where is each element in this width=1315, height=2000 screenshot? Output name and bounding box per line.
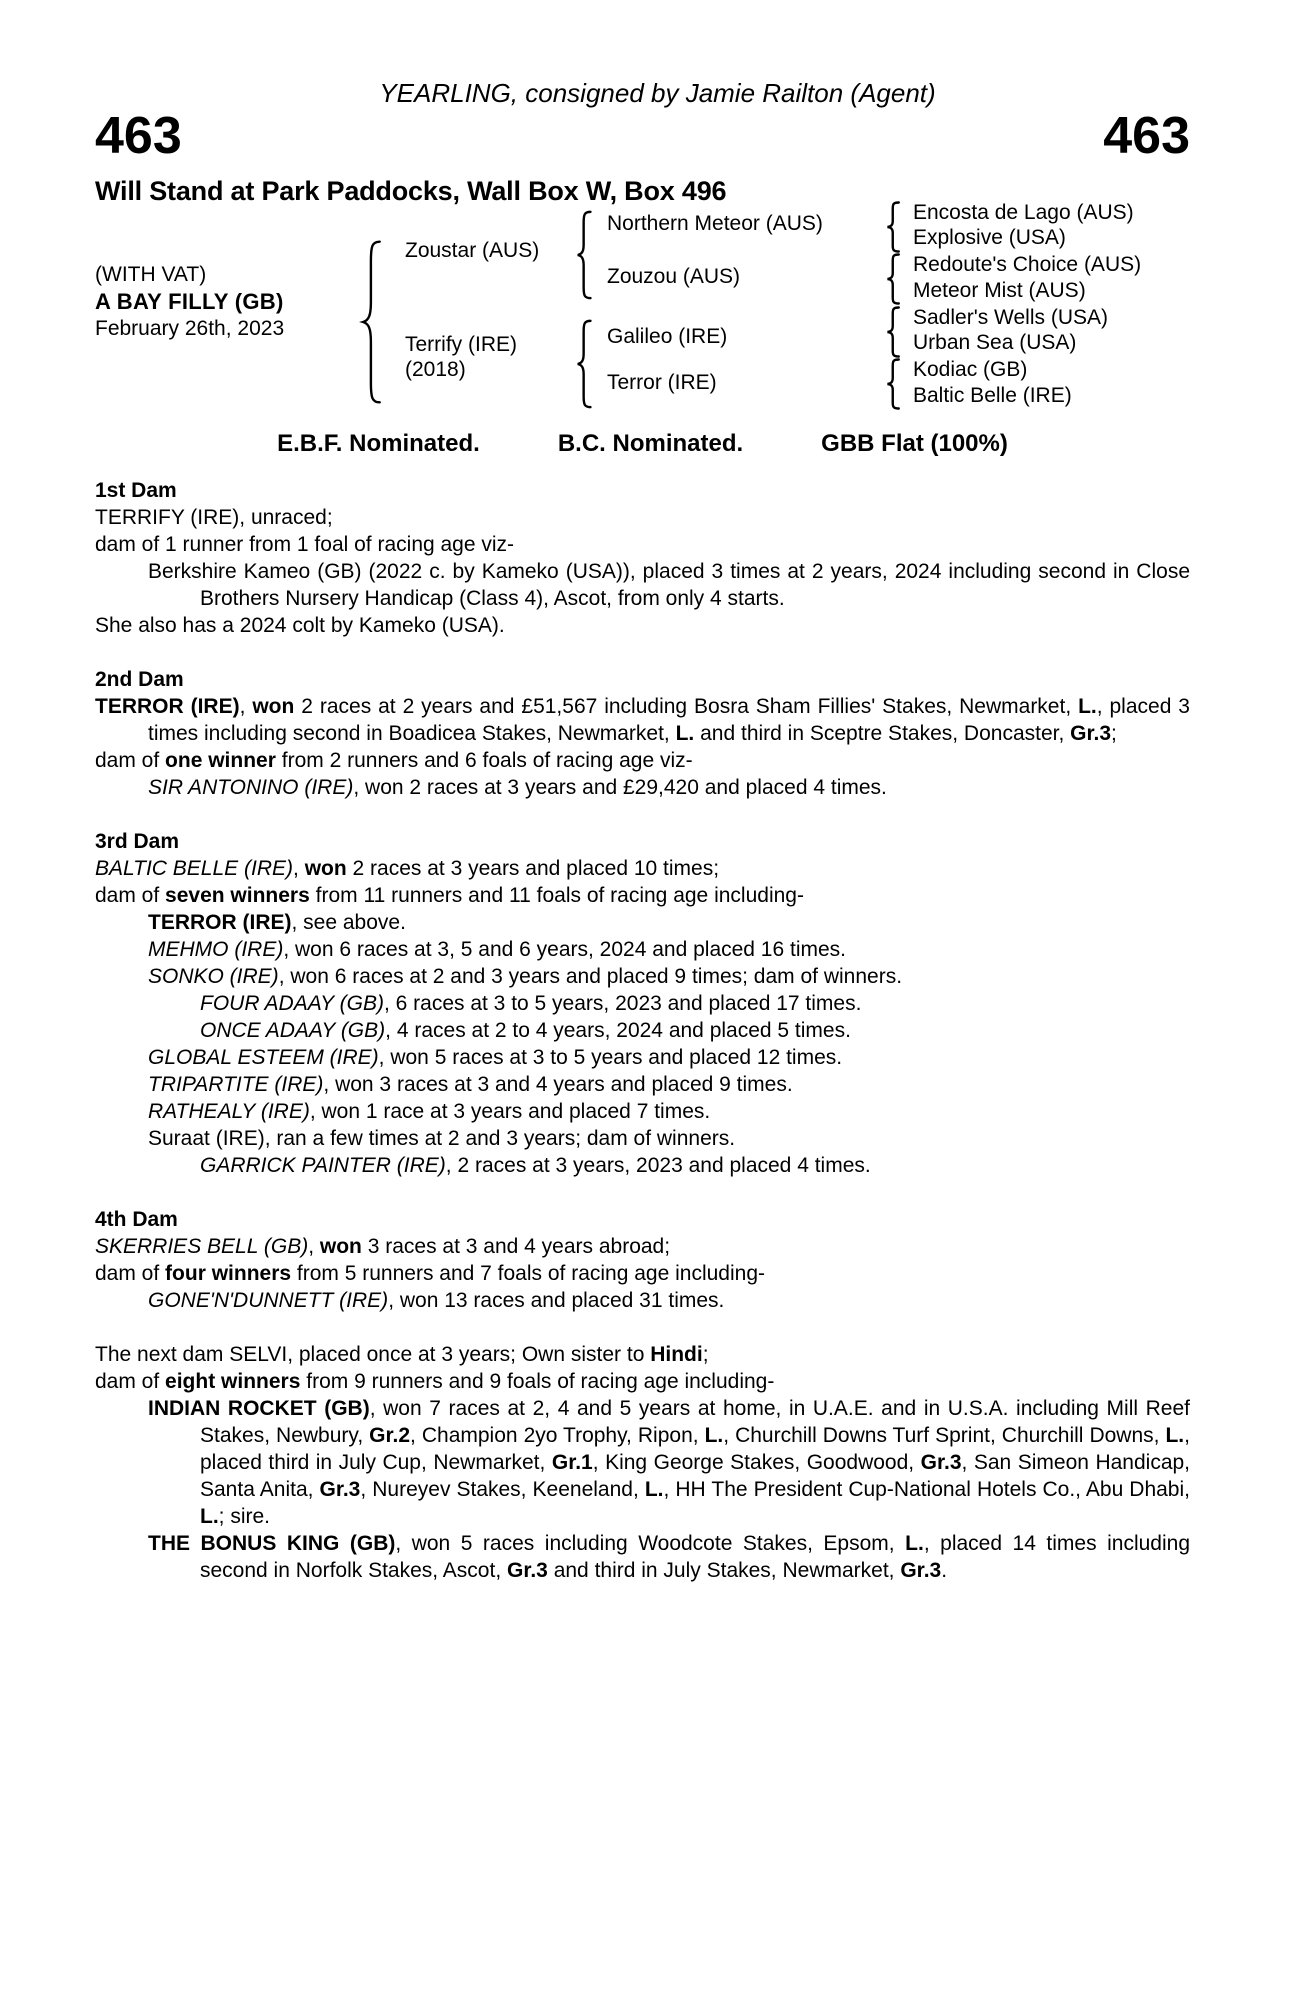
pedigree-tree	[95, 200, 1190, 422]
vat-note: (WITH VAT)	[95, 263, 207, 286]
sire-name: Zoustar (AUS)	[405, 239, 540, 262]
text-segment: The next dam SELVI, placed once at 3 years; Own sister to	[95, 1343, 651, 1366]
text-segment: .	[941, 1559, 948, 1582]
text-segment: four winners	[165, 1262, 292, 1285]
text-segment: won	[252, 695, 295, 718]
section-heading: 3rd Dam	[95, 830, 180, 853]
lot-number-left: 463	[95, 107, 182, 165]
pedigree-brace-gg1	[886, 202, 901, 252]
catalogue-paragraph	[95, 774, 1190, 801]
text-segment: TERROR (IRE)	[148, 911, 292, 934]
text-segment: from 2 runners and 6 foals of racing age viz-	[275, 749, 693, 772]
text-segment: THE BONUS KING (GB)	[148, 1532, 396, 1555]
text-segment: Hindi	[650, 1343, 703, 1366]
text-segment: , won 6 races at 3, 5 and 6 years, 2024 and placed 16 times.	[283, 938, 847, 961]
catalogue-paragraph	[95, 1260, 1190, 1287]
catalogue-paragraph	[95, 531, 1190, 558]
dam-dam-sire: Kodiac (GB)	[913, 358, 1028, 381]
dam-sire: Galileo (IRE)	[607, 325, 728, 348]
pedigree-brace-gen1	[361, 240, 383, 404]
text-segment: L.	[675, 722, 695, 745]
pedigree-subject	[95, 261, 284, 342]
section-2nd-dam	[95, 666, 1190, 801]
text-segment: , King George Stakes, Goodwood,	[592, 1451, 921, 1474]
text-segment: Gr.3	[1070, 722, 1112, 745]
catalogue-paragraph	[95, 504, 1190, 531]
text-segment: GARRICK PAINTER (IRE)	[200, 1154, 446, 1177]
text-segment: L.	[200, 1505, 219, 1528]
text-segment: , HH The President Cup-National Hotels Co., Abu Dhabi,	[663, 1478, 1190, 1501]
nomination-gbb: GBB Flat (100%)	[821, 430, 1008, 457]
text-segment: 2 races at 2 years and £51,567 including Bosra Sham Fillies' Stakes, Newmarket,	[294, 695, 1079, 718]
text-segment: from 11 runners and 11 foals of racing age including-	[309, 884, 804, 907]
text-segment: dam of	[95, 1262, 166, 1285]
nomination-bc: B.C. Nominated.	[557, 430, 744, 457]
catalogue-paragraph	[95, 990, 1190, 1017]
catalogue-paragraph	[95, 1044, 1190, 1071]
text-segment: dam of 1 runner from 1 foal of racing age viz-	[95, 533, 515, 556]
sire-dam: Zouzou (AUS)	[607, 265, 741, 288]
text-segment: , won 13 races and placed 31 times.	[388, 1289, 725, 1312]
text-segment: , Champion 2yo Trophy, Ripon,	[410, 1424, 705, 1447]
text-segment: ONCE ADAAY (GB)	[200, 1019, 386, 1042]
text-segment: TERRIFY (IRE), unraced;	[95, 506, 333, 529]
text-segment: , placed 14 times including second in Norfolk Stakes, Ascot,	[200, 1532, 1190, 1582]
section-3rd-dam	[95, 828, 1190, 1179]
text-segment: MEHMO (IRE)	[148, 938, 284, 961]
catalogue-paragraph	[95, 1530, 1190, 1584]
text-segment: GLOBAL ESTEEM (IRE)	[148, 1046, 379, 1069]
lot-number-right: 463	[1103, 107, 1190, 165]
catalogue-paragraph	[95, 1341, 1190, 1368]
sire-sire: Northern Meteor (AUS)	[607, 212, 823, 235]
text-segment: , won 5 races including Woodcote Stakes, Epsom,	[395, 1532, 906, 1555]
text-segment: , 2 races at 3 years, 2023 and placed 4 times.	[445, 1154, 871, 1177]
catalogue-paragraph	[95, 1395, 1190, 1530]
dam-year: (2018)	[405, 358, 466, 381]
text-segment: 2 races at 3 years and placed 10 times;	[346, 857, 720, 880]
text-segment: Gr.3	[920, 1451, 962, 1474]
text-segment: , won 6 races at 2 and 3 years and placed 9 times; dam of winners.	[278, 965, 903, 988]
text-segment: L.	[1078, 695, 1097, 718]
catalogue-body	[95, 477, 1190, 1584]
stand-location: Will Stand at Park Paddocks, Wall Box W, Box 496	[95, 176, 727, 206]
subject-name: A BAY FILLY (GB)	[95, 289, 284, 314]
text-segment: and third in Sceptre Stakes, Doncaster,	[694, 722, 1071, 745]
text-segment: GONE'N'DUNNETT (IRE)	[148, 1289, 389, 1312]
catalogue-paragraph	[95, 1098, 1190, 1125]
subject-foal-date: February 26th, 2023	[95, 317, 285, 340]
dam-dam: Terror (IRE)	[607, 371, 717, 394]
text-segment: won	[304, 857, 347, 880]
section-heading: 2nd Dam	[95, 668, 184, 691]
text-segment: ;	[702, 1343, 709, 1366]
text-segment: Gr.3	[506, 1559, 548, 1582]
pedigree-brace-dam	[576, 320, 593, 408]
text-segment: , 6 races at 3 to 5 years, 2023 and placed 17 times.	[383, 992, 862, 1015]
text-segment: dam of	[95, 1370, 166, 1393]
text-segment: ,	[308, 1235, 320, 1258]
text-segment: L.	[704, 1424, 724, 1447]
text-segment: , Churchill Downs Turf Sprint, Churchill Downs,	[723, 1424, 1166, 1447]
catalogue-paragraph	[95, 882, 1190, 909]
text-segment: She also has a 2024 colt by Kameko (USA).	[95, 614, 505, 637]
dam-dam-dam: Baltic Belle (IRE)	[913, 384, 1072, 407]
catalogue-paragraph	[95, 936, 1190, 963]
catalogue-paragraph	[95, 1287, 1190, 1314]
section-4th-dam	[95, 1206, 1190, 1314]
section-1st-dam	[95, 477, 1190, 639]
text-segment: , won 7 races at 2, 4 and 5 years at home, in U.A.E. and in U.S.A. including Mill Reef Stakes, Newbury,	[200, 1397, 1190, 1447]
nominations-bar	[95, 430, 1190, 458]
text-segment: TRIPARTITE (IRE)	[148, 1073, 324, 1096]
text-segment: and third in July Stakes, Newmarket,	[547, 1559, 901, 1582]
text-segment: Gr.1	[551, 1451, 593, 1474]
section-next-dam	[95, 1341, 1190, 1584]
pedigree-brace-sire	[576, 211, 593, 299]
catalogue-paragraph	[95, 747, 1190, 774]
text-segment: won	[319, 1235, 362, 1258]
catalogue-paragraph	[95, 1017, 1190, 1044]
catalogue-paragraph	[95, 693, 1190, 747]
text-segment: , San Simeon Handicap, Santa Anita,	[200, 1451, 1191, 1501]
text-segment: RATHEALY (IRE)	[148, 1100, 310, 1123]
catalogue-paragraph	[95, 1233, 1190, 1260]
text-segment: INDIAN ROCKET (GB)	[148, 1397, 370, 1420]
section-heading: 1st Dam	[95, 479, 177, 502]
text-segment: SIR ANTONINO (IRE)	[148, 776, 354, 799]
text-segment: ,	[293, 857, 305, 880]
text-segment: , see above.	[291, 911, 406, 934]
text-segment: SKERRIES BELL (GB)	[95, 1235, 309, 1258]
text-segment: SONKO (IRE)	[148, 965, 279, 988]
text-segment: , won 2 races at 3 years and £29,420 and placed 4 times.	[353, 776, 887, 799]
dam-granddam: Urban Sea (USA)	[913, 331, 1077, 354]
text-segment: , won 3 races at 3 and 4 years and placed 9 times.	[323, 1073, 793, 1096]
catalogue-paragraph	[95, 558, 1190, 612]
text-segment: , placed third in July Cup, Newmarket,	[200, 1424, 1190, 1474]
catalogue-paragraph	[95, 612, 1190, 639]
text-segment: 3 races at 3 and 4 years abroad;	[361, 1235, 671, 1258]
pedigree-brace-gg3	[886, 307, 901, 357]
text-segment: Suraat (IRE), ran a few times at 2 and 3 years; dam of winners.	[148, 1127, 736, 1150]
text-segment: seven winners	[165, 884, 310, 907]
text-segment: eight winners	[165, 1370, 301, 1393]
text-segment: , Nureyev Stakes, Keeneland,	[360, 1478, 645, 1501]
text-segment: L.	[1165, 1424, 1185, 1447]
pedigree-brace-gg4	[886, 359, 901, 409]
sire-grandsire: Encosta de Lago (AUS)	[913, 201, 1134, 224]
text-segment: Gr.3	[319, 1478, 361, 1501]
dam-name: Terrify (IRE)	[405, 333, 517, 356]
text-segment: , won 1 race at 3 years and placed 7 times.	[309, 1100, 711, 1123]
pedigree-brace-gg2	[886, 254, 901, 304]
page-title: YEARLING, consigned by Jamie Railton (Agent)	[379, 78, 936, 108]
text-segment: Gr.3	[900, 1559, 942, 1582]
text-segment: one winner	[165, 749, 276, 772]
text-segment: Gr.2	[369, 1424, 411, 1447]
catalogue-paragraph	[95, 855, 1190, 882]
sire-dam-dam: Meteor Mist (AUS)	[913, 279, 1086, 302]
text-segment: L.	[905, 1532, 924, 1555]
section-heading: 4th Dam	[95, 1208, 178, 1231]
catalogue-paragraph	[95, 909, 1190, 936]
catalogue-paragraph	[95, 1071, 1190, 1098]
text-segment: dam of	[95, 749, 166, 772]
catalogue-paragraph	[95, 963, 1190, 990]
nomination-ebf: E.B.F. Nominated.	[277, 430, 480, 457]
text-segment: , placed 3 times including second in Boadicea Stakes, Newmarket,	[148, 695, 1190, 745]
catalogue-paragraph	[95, 1368, 1190, 1395]
text-segment: L.	[644, 1478, 664, 1501]
text-segment: ; sire.	[218, 1505, 271, 1528]
text-segment: from 9 runners and 9 foals of racing age including-	[300, 1370, 775, 1393]
sire-granddam: Explosive (USA)	[913, 226, 1066, 249]
text-segment: FOUR ADAAY (GB)	[200, 992, 384, 1015]
text-segment: , won 5 races at 3 to 5 years and placed 12 times.	[378, 1046, 843, 1069]
text-segment: Berkshire Kameo (GB) (2022 c. by Kameko (USA)), placed 3 times at 2 years, 2024 including second in Close Brothers Nursery Handicap (Class 4), Ascot, from only 4 starts.	[148, 560, 1190, 610]
sire-dam-sire: Redoute's Choice (AUS)	[913, 253, 1142, 276]
text-segment: , 4 races at 2 to 4 years, 2024 and placed 5 times.	[385, 1019, 851, 1042]
text-segment: ;	[1111, 722, 1117, 745]
dam-block	[405, 332, 517, 382]
text-segment: BALTIC BELLE (IRE)	[95, 857, 294, 880]
catalogue-paragraph	[95, 1125, 1190, 1152]
text-segment: from 5 runners and 7 foals of racing age including-	[291, 1262, 765, 1285]
text-segment: dam of	[95, 884, 166, 907]
text-segment: TERROR (IRE)	[95, 695, 240, 718]
dam-grandsire: Sadler's Wells (USA)	[913, 306, 1108, 329]
text-segment: ,	[239, 695, 253, 718]
catalogue-paragraph	[95, 1152, 1190, 1179]
